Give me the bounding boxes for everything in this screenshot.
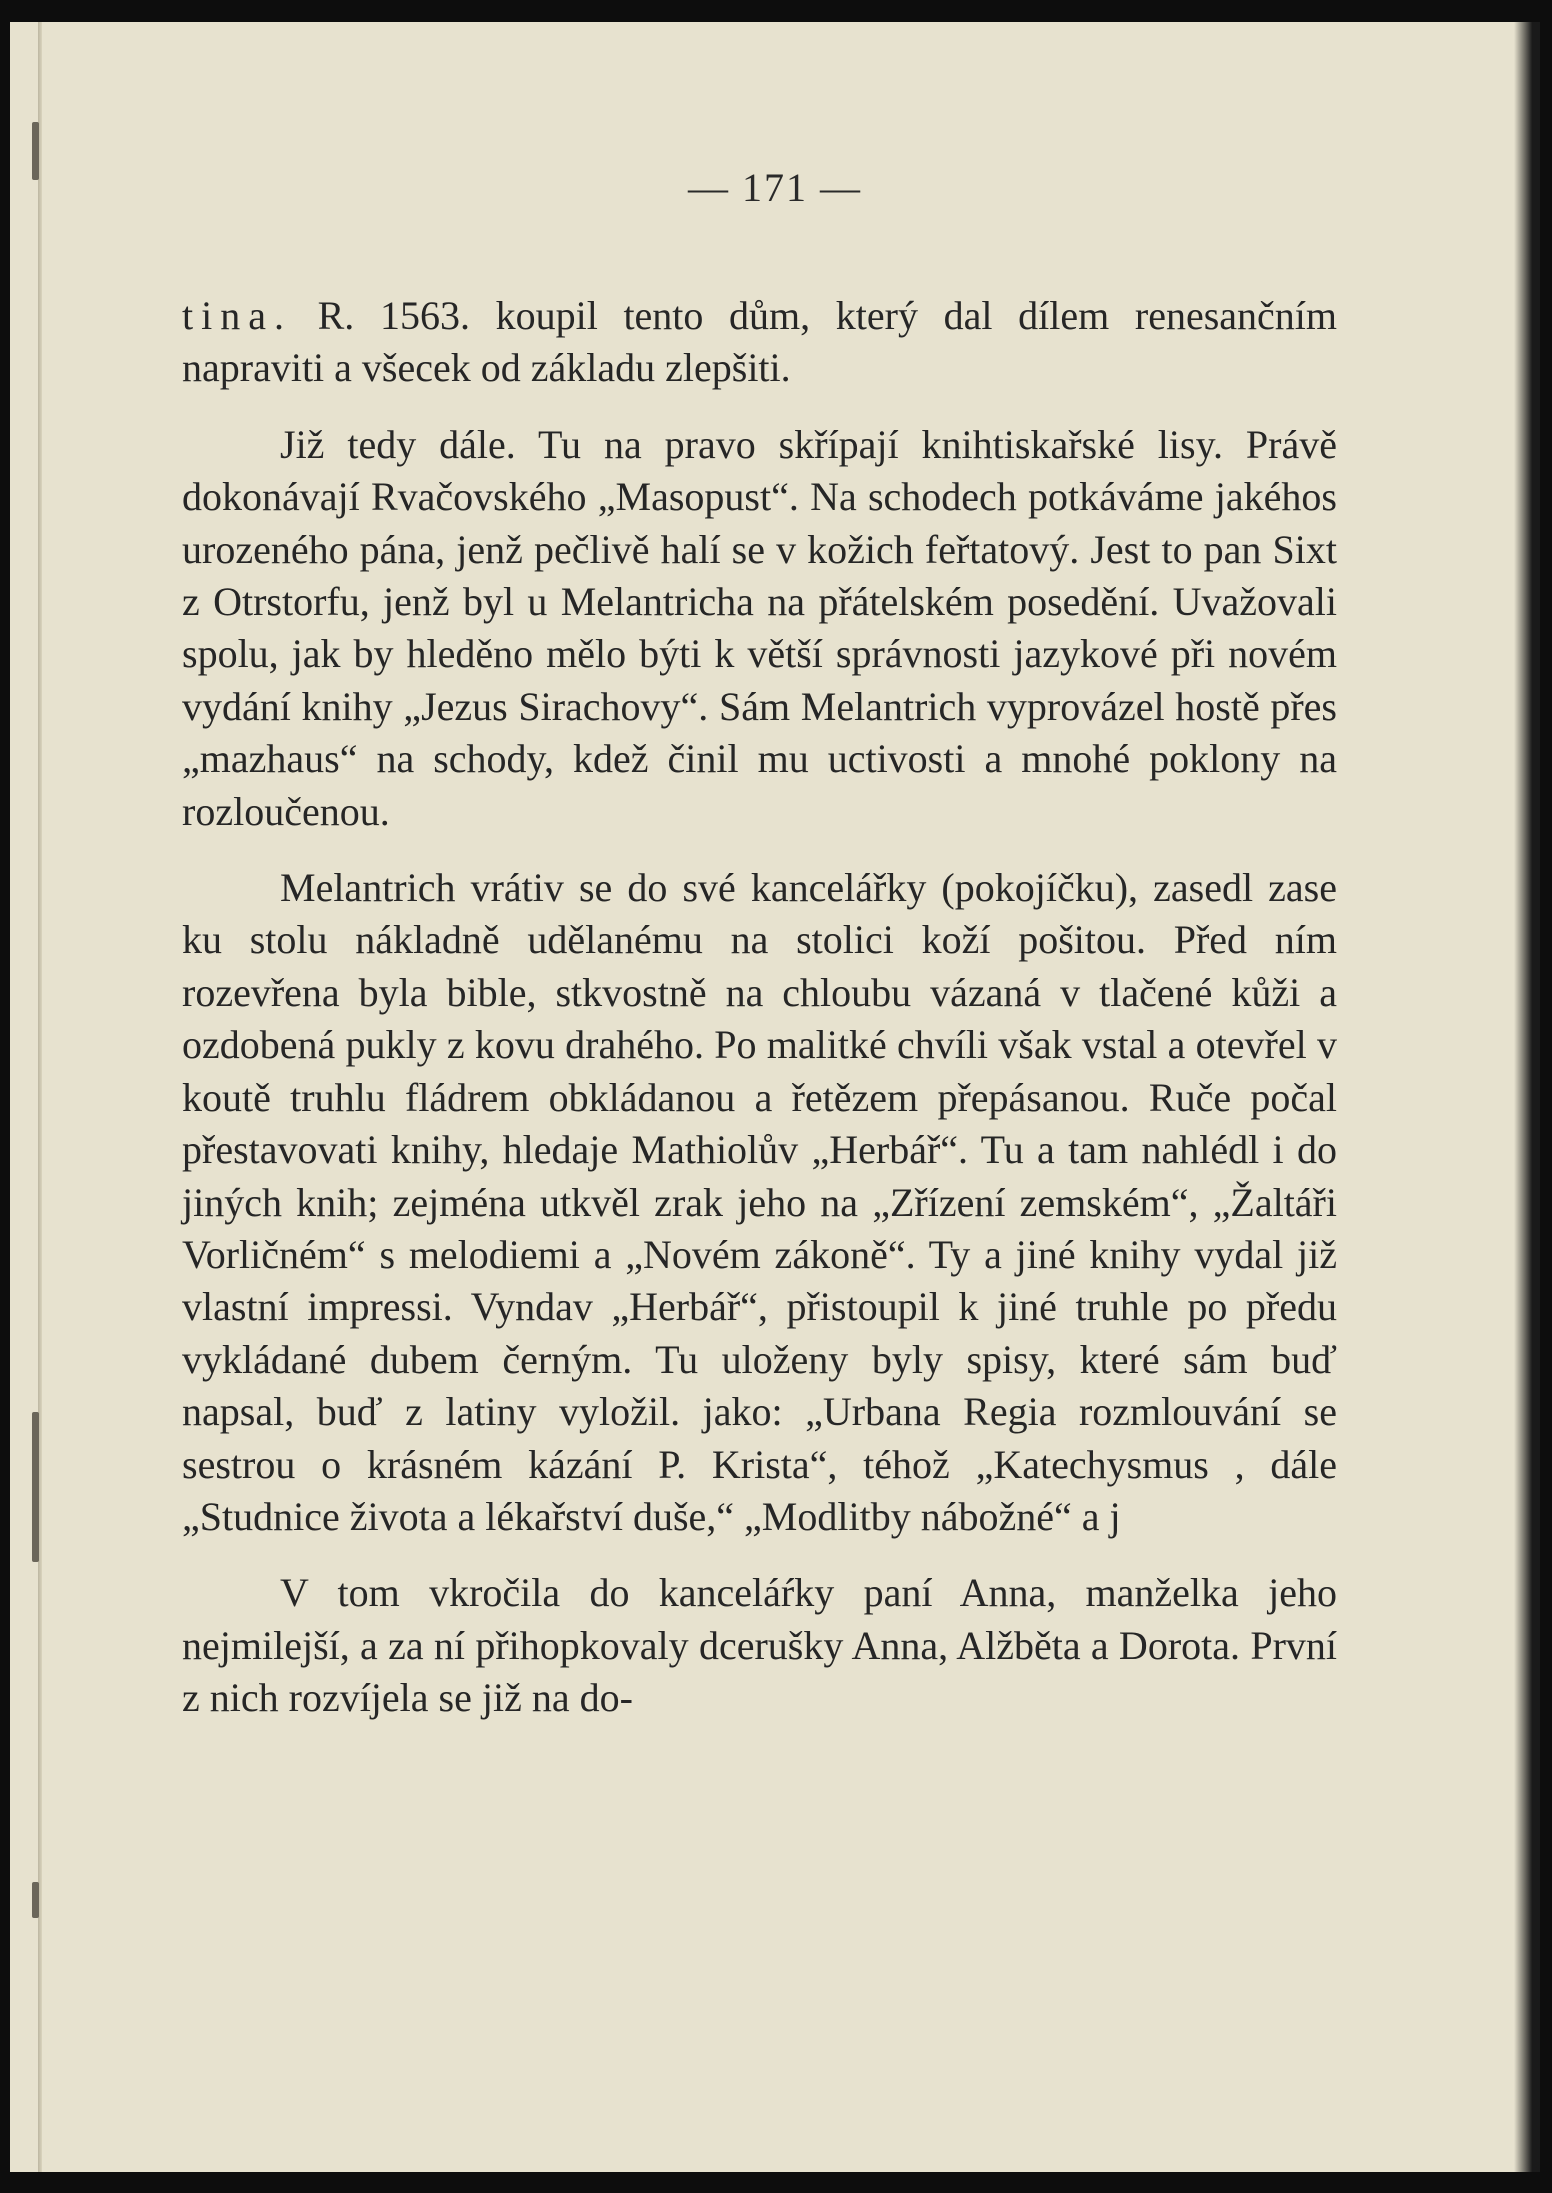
paragraph-lead-word: tina. [182, 293, 292, 338]
paragraph-continuation [182, 290, 1337, 395]
paragraph-text: R. 1563. koupil tento dům, který dal dílem renesančním napraviti a všecek od základu zlepšiti. [182, 293, 1337, 391]
paragraph: Již tedy dále. Tu na pravo skřípají knihtiskařské lisy. Právě dokonávají Rvačovského „Masopust“. Na schodech potkáváme jakéhos urozeného pána, jenž pečlivě halí se v kožich feřtatový. Jest to pan Sixt z Otrstorfu, jenž byl u Melantricha na přátelském posedění. Uvažovali spolu, jak by hleděno mělo býti k větší správnosti jazykové při novém vydání knihy „Jezus Sirachovy“. Sám Melantrich vyprovázel hostě přes „mazhaus“ na schody, kdež činil mu uctivosti a mnohé poklony na rozloučenou. [182, 421, 1337, 834]
page-number: — 171 — [688, 165, 862, 210]
book-page [10, 22, 1540, 2172]
binding-gutter [38, 22, 42, 2172]
gutter-mark [32, 1882, 39, 1918]
gutter-mark [32, 1412, 39, 1562]
paragraph: V tom vkročila do kanceláŕky paní Anna, manželka jeho nejmilejší, a za ní přihopkovaly dcerušky Anna, Alžběta a Dorota. První z nich rozvíjela se již na do- [182, 1570, 1337, 1721]
paragraph: Melantrich vrátiv se do své kancelářky (pokojíčku), zasedl zase ku stolu nákladně udělanému na stolici koží pošitou. Před ním rozevřena byla bible, stkvostně na chloubu vázaná v tlačené kůži a ozdobená pukly z kovu drahého. Po malitké chvíli však vstal a otevřel v koutě truhlu fládrem obkládanou a řetězem přepásanou. Ruče počal přestavovati knihy, hledaje Mathiolův „Herbář“. Tu a tam nahlédl i do jiných knih; zejména utkvěl zrak jeho na „Zřízení zemském“, „Žaltáři Vorličném“ s melodiemi a „Novém zákoně“. Ty a jiné knihy vydal již vlastní impressi. Vyndav „Herbář“, přistoupil k jiné truhle po předu vykládané dubem černým. Tu uloženy byly spisy, které sám buď napsal, buď z latiny vyložil. jako: „Urbana Regia rozmlouvání se sestrou o krásném kázání P. Krista“, téhož „Katechysmus , dále „Studnice života a lékařství duše,“ „Modlitby nábožné“ a j [182, 865, 1337, 1539]
page-edge-shadow [1514, 22, 1540, 2172]
body-text [182, 290, 1337, 1725]
